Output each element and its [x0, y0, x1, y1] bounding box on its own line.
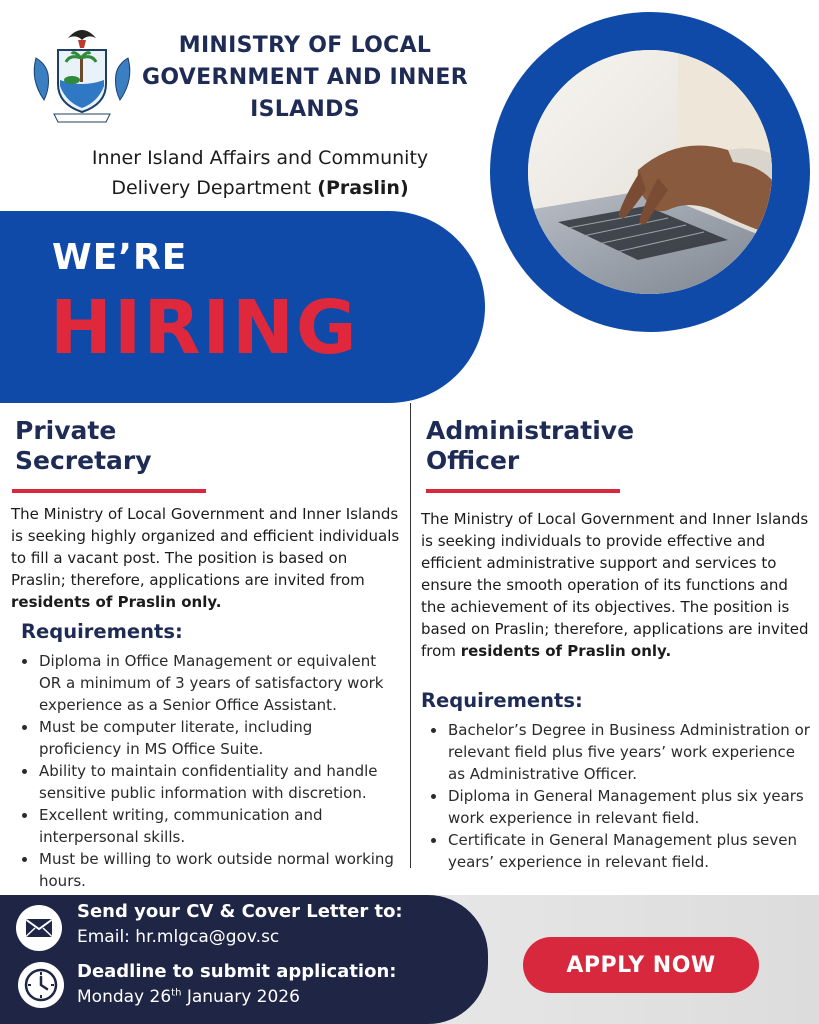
envelope-icon — [16, 905, 62, 951]
list-item: Certificate in General Management plus seven years’ experience in relevant field. — [428, 829, 814, 873]
list-item: Must be computer literate, including proficiency in MS Office Suite. — [19, 716, 399, 760]
send-cv-heading: Send your CV & Cover Letter to: — [77, 901, 403, 922]
requirements-list-private-secretary — [19, 650, 399, 892]
requirements-title: Requirements: — [21, 620, 183, 643]
title-underline — [12, 489, 206, 493]
title-underline — [426, 489, 620, 493]
deadline-date: Monday 26th January 2026 — [77, 987, 300, 1007]
list-item: Ability to maintain confidentiality and handle sensitive public information with discretion. — [19, 760, 399, 804]
seychelles-crest-logo — [28, 18, 136, 126]
contact-email[interactable]: Email: hr.mlgca@gov.sc — [77, 927, 280, 947]
list-item: Excellent writing, communication and interpersonal skills. — [19, 804, 399, 848]
column-divider — [410, 403, 411, 868]
ministry-title: MINISTRY OF LOCAL GOVERNMENT AND INNER ISLANDS — [142, 33, 468, 122]
job-title-private-secretary: Private Secretary — [15, 416, 152, 475]
department-label: Inner Island Affairs and Community Delivery Department — [91, 147, 429, 199]
job-description-administrative-officer: The Ministry of Local Government and Inner Islands is seeking individuals to provide effective and efficient administrative support and services to ensure the smooth operation of its functions and the achievement of its objectives. The position is based on Praslin; therefore, applications are invited from residents of Praslin only. — [421, 510, 809, 660]
clock-icon — [18, 962, 64, 1008]
apply-now-button[interactable]: APPLY NOW — [523, 937, 759, 993]
department-location: (Praslin) — [317, 177, 409, 199]
requirements-list-administrative-officer — [428, 719, 814, 873]
requirements-title: Requirements: — [421, 689, 583, 712]
job-description-private-secretary: The Ministry of Local Government and Inner Islands is seeking highly organized and efficient individuals to fill a vacant post. The position is based on Praslin; therefore, applications are invited from residents of Praslin only. — [11, 505, 400, 611]
laptop-typing-photo — [528, 50, 772, 294]
list-item: Diploma in General Management plus six years work experience in relevant field. — [428, 785, 814, 829]
deadline-heading: Deadline to submit application: — [77, 961, 397, 982]
job-title-administrative-officer: Administrative Officer — [426, 416, 635, 475]
list-item: Diploma in Office Management or equivalent OR a minimum of 3 years of satisfactory work experience as a Senior Office Assistant. — [19, 650, 399, 716]
banner-were: WE’RE — [52, 237, 188, 278]
list-item: Must be willing to work outside normal working hours. — [19, 848, 399, 892]
department-name — [60, 143, 460, 203]
banner-hiring: HIRING — [50, 285, 359, 371]
list-item: Bachelor’s Degree in Business Administration or relevant field plus five years’ work experience as Administrative Officer. — [428, 719, 814, 785]
